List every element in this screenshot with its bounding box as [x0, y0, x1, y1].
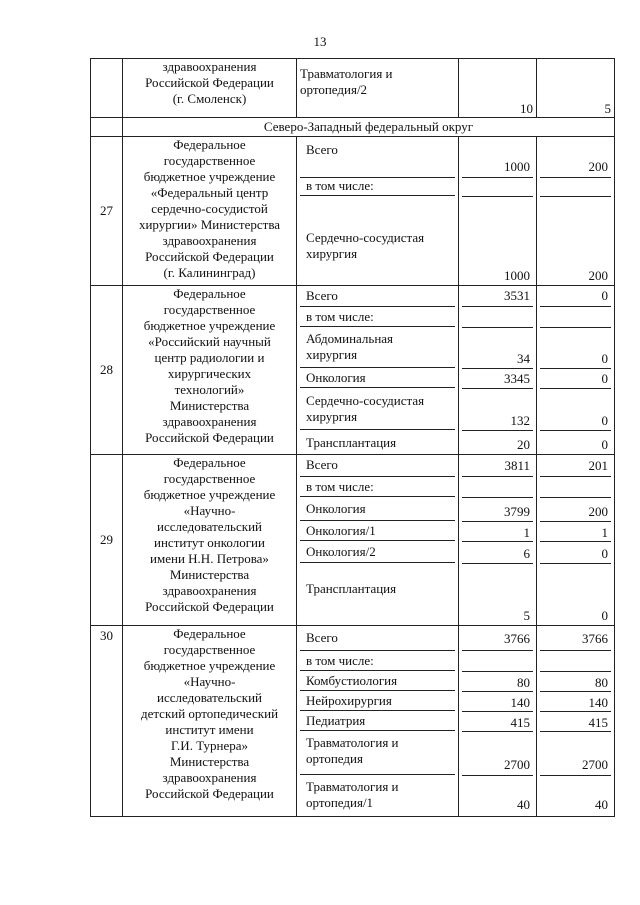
value-cell: 2700 — [540, 731, 611, 775]
value-cell: 80 — [462, 671, 533, 691]
profile-item: Травматология и ортопедия/1 — [300, 774, 455, 814]
institution-30 — [91, 626, 615, 817]
profile-item: Нейрохирургия — [300, 690, 455, 710]
value-cell: 1000 — [504, 159, 530, 174]
profile-item: Онкология — [300, 496, 455, 520]
table-row — [91, 59, 615, 118]
org-name-cell: Федеральное государственное бюджетное учреждение «Научно- исследовательский детский ортопедический институт имени Г.И. Турнера» Министерства здравоохранения Российской Федерации — [123, 626, 297, 817]
profile-cell: Травматология и ортопедия/2 — [297, 59, 459, 118]
value-cell: 140 — [462, 691, 533, 711]
profile-item: Онкология/1 — [300, 520, 455, 540]
value-cell: 200 — [540, 196, 611, 285]
value-cell: 0 — [540, 327, 611, 368]
profile-item: Онкология/2 — [300, 540, 455, 562]
value-cell: 6 — [462, 541, 533, 563]
value-cell: 10 — [459, 59, 537, 118]
institution-27 — [91, 137, 615, 286]
value-cell: 0 — [540, 430, 611, 454]
page-number: 13 — [313, 34, 327, 49]
value-column — [537, 626, 615, 817]
value-cell: 0 — [540, 388, 611, 430]
row-number-cell: 28 — [91, 286, 123, 455]
value-cell: 2700 — [462, 731, 533, 775]
org-name-cell: Федеральное государственное бюджетное учреждение «Научно- исследовательский институт онкологии имени Н.Н. Петрова» Министерства здравоохранения Российской Федерации — [123, 455, 297, 626]
value-cell: 5 — [462, 563, 533, 625]
value-cell: 200 — [588, 159, 608, 174]
profile-item: Травматология и ортопедия — [300, 730, 455, 774]
value-cell: 40 — [462, 775, 533, 815]
value-column — [537, 137, 615, 286]
value-cell: 3531 — [504, 288, 530, 303]
value-cell: 34 — [462, 327, 533, 368]
profile-column — [297, 137, 459, 286]
value-column — [537, 286, 615, 455]
value-cell: 5 — [537, 59, 615, 118]
profile-total: Всего — [306, 630, 338, 645]
org-name-cell: здравоохранения Российской Федерации (г. Смоленск) — [123, 59, 297, 118]
value-cell: 140 — [540, 691, 611, 711]
org-name-cell: Федеральное государственное бюджетное учреждение «Российский научный центр радиологии и хирургических технологий» Министерства здравоохранения Российской Федерации — [123, 286, 297, 455]
row-number-cell — [91, 59, 123, 118]
value-cell: 132 — [462, 388, 533, 430]
value-column — [537, 455, 615, 626]
value-column — [459, 455, 537, 626]
value-cell: 0 — [601, 288, 608, 303]
value-cell: 415 — [540, 711, 611, 731]
district-row — [91, 118, 615, 137]
profile-item: Абдоминальная хирургия — [300, 326, 455, 367]
profile-item: Сердечно-сосудистая хирургия — [300, 387, 455, 429]
org-name-cell: Федеральное государственное бюджетное учреждение «Федеральный центр сердечно-сосудистой хирургии» Министерства здравоохранения Российской Федерации (г. Калининград) — [123, 137, 297, 286]
value-cell: 200 — [540, 497, 611, 521]
profile-item: Трансплантация — [300, 562, 455, 624]
profile-including: в том числе: — [300, 177, 455, 195]
profile-column — [297, 286, 459, 455]
value-cell: 415 — [462, 711, 533, 731]
value-column — [459, 137, 537, 286]
profile-item: Сердечно-сосудистая хирургия — [300, 195, 455, 284]
value-cell: 0 — [540, 563, 611, 625]
value-cell: 80 — [540, 671, 611, 691]
value-cell: 3811 — [504, 458, 530, 473]
value-cell: 1 — [540, 521, 611, 541]
profile-item: Онкология — [300, 367, 455, 387]
row-number-cell: 30 — [91, 626, 123, 817]
value-cell: 3766 — [582, 631, 608, 646]
value-cell: 0 — [540, 368, 611, 388]
value-cell: 1000 — [462, 196, 533, 285]
profile-item: Комбустиология — [300, 670, 455, 690]
district-title: Северо-Западный федеральный округ — [123, 118, 615, 137]
quota-table — [90, 58, 615, 817]
profile-total: Всего — [306, 457, 338, 472]
value-cell: 0 — [540, 541, 611, 563]
row-number-cell: 29 — [91, 455, 123, 626]
profile-total: Всего — [306, 142, 338, 157]
value-column — [459, 626, 537, 817]
value-cell: 20 — [462, 430, 533, 454]
value-cell: 40 — [540, 775, 611, 815]
profile-including: в том числе: — [300, 650, 455, 670]
institution-28 — [91, 286, 615, 455]
profile-item: Педиатрия — [300, 710, 455, 730]
profile-including: в том числе: — [300, 476, 455, 496]
value-cell: 3345 — [462, 368, 533, 388]
value-cell: 1 — [462, 521, 533, 541]
profile-column — [297, 626, 459, 817]
value-cell: 3766 — [504, 631, 530, 646]
row-number-cell: 27 — [91, 137, 123, 286]
value-column — [459, 286, 537, 455]
value-cell: 3799 — [462, 497, 533, 521]
value-cell: 201 — [588, 458, 608, 473]
profile-including: в том числе: — [300, 306, 455, 326]
profile-column — [297, 455, 459, 626]
institution-29 — [91, 455, 615, 626]
profile-item: Трансплантация — [300, 429, 455, 453]
profile-total: Всего — [306, 288, 338, 303]
